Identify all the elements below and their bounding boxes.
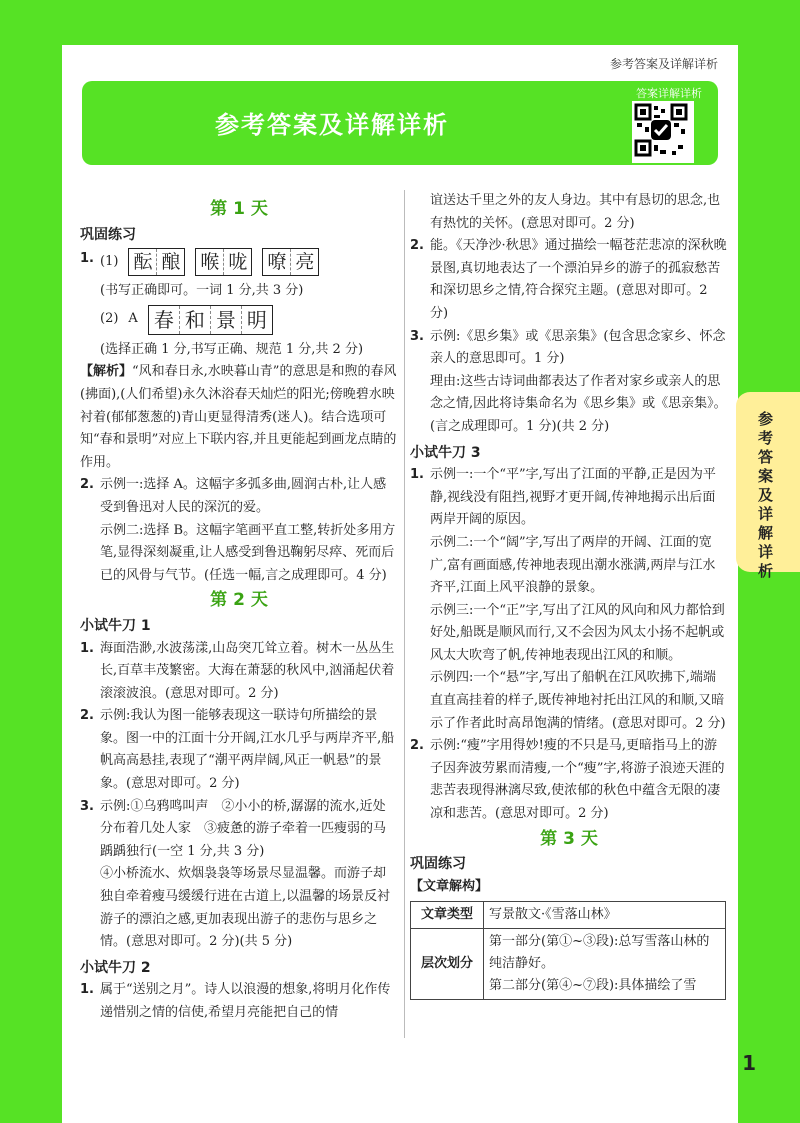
xs1-q3-number: 3. [80, 798, 94, 814]
xs3-q1-number: 1. [410, 467, 424, 483]
section-gonggu-2: 巩固练习 [410, 856, 466, 873]
section-gonggu: 巩固练习 [80, 226, 136, 243]
xs2-q2-number: 2. [410, 238, 424, 254]
analysis-text: “风和春日永,水映暮山青”的意思是和煦的春风(拂面),(人们希望)永久沐浴春天灿烂的阳光;傍晚碧水映衬着(郁郁葱葱的)青山更显得清秀(迷人)。结合选项可知“春和景明”对应上下联内容,并且更能起到画龙点睛的作用。 [80, 364, 397, 470]
xs2-q1-number: 1. [80, 982, 94, 998]
xs2-q3-reason: 理由:这些古诗词曲都表达了作者对家乡或亲人的思念之情,因此将诗集命名为《思乡集》或《思亲集》。(言之成理即可。1 分)(共 2 分) [430, 373, 727, 434]
writing-grid-1 [128, 248, 185, 276]
xs2-q3 [410, 326, 728, 439]
page-number: 1 [742, 1051, 756, 1075]
q1-part1-label: (1) [100, 253, 119, 269]
q1-part2-label: (2) [100, 311, 119, 327]
grid-char: 酿 [161, 251, 181, 274]
structure-table [410, 901, 726, 1000]
left-green-band [0, 0, 62, 1123]
section-xiaoshi-2: 小试牛刀 2 [80, 959, 151, 976]
xs2-q1-text: 属于“送别之月”。诗人以浪漫的想象,将明月化作传递惜别之情的信使,希望月亮能把自己的情 [100, 982, 391, 1020]
table-value-layers [484, 929, 726, 1000]
q1 [80, 248, 398, 361]
xs1-q2 [80, 705, 398, 795]
jiedu-tag: 【文章解构】 [410, 878, 489, 894]
section-xiaoshi-3: 小试牛刀 3 [410, 444, 481, 461]
side-tab [736, 392, 800, 580]
q1-note-1: (书写正确即可。一词 1 分,共 3 分) [100, 283, 304, 299]
writing-grid-3 [262, 248, 319, 276]
xs3-q2-number: 2. [410, 738, 424, 754]
table-row [411, 902, 726, 929]
grid-char: 明 [246, 307, 267, 332]
day-1-heading: 第 1 天 [210, 199, 268, 219]
grid-char: 喉 [196, 249, 224, 275]
writing-grid-2 [195, 248, 252, 276]
grid-char: 酝 [129, 249, 157, 275]
qr-code-icon[interactable] [632, 101, 694, 163]
column-divider [404, 190, 405, 1038]
grid-char: 春 [149, 306, 180, 334]
xs3-q2-text: 示例:“瘦”字用得妙!瘦的不只是马,更暗指马上的游子因奔波劳累而清瘦,一个“瘦”字,将游子浪迹天涯的悲苦表现得淋漓尽致,使浓郁的秋色中蕴含无限的凄凉和悲苦。(意思对即可。2 分) [430, 738, 725, 822]
xs1-q3 [80, 796, 398, 954]
banner-title: 参考答案及详解详析 [215, 111, 449, 139]
xs1-q1 [80, 638, 398, 706]
grid-char: 和 [180, 306, 211, 334]
side-tab-label: 参考答案及详解详析 [758, 410, 774, 580]
xs2-q3-text: 示例:《思乡集》或《思亲集》(包含思念家乡、怀念亲人的意思即可。1 分) [430, 328, 726, 367]
layer-part-2: 第二部分(第④~⑦段):具体描绘了雪 [489, 978, 697, 994]
xs1-q2-text: 示例:我认为图一能够表现这一联诗句所描绘的景象。图一中的江面十分开阔,江水几乎与两岸齐平,船帆高高悬挂,表现了“潮平两岸阔,风正一帆悬”的景象。(意思对即可。2 分) [100, 708, 395, 792]
q2-number: 2. [80, 477, 94, 493]
xs1-q3-text-2: ④小桥流水、炊烟袅袅等场景尽显温馨。而游子却独自牵着瘦马缓缓行进在古道上,以温馨的场景反衬游子的漂泊之感,更加表现出游子的悲伤与思乡之情。(意思对即可。2 分)(共 5 分) [100, 866, 391, 950]
q2-example-2: 示例二:选择 B。这幅字笔画平直工整,转折处多用方笔,显得深刻凝重,让人感受到鲁迅鞠躬尽瘁、死而后已的风骨与气节。(任选一幅,言之成理即可。4 分) [100, 522, 396, 583]
grid-char: 景 [211, 306, 242, 334]
xs3-q1-example-2: 示例二:一个“阔”字,写出了两岸的开阔、江面的宽广,富有画面感,传神地表现出潮水涨满,两岸与江水齐平,江面上风平浪静的景象。 [430, 534, 716, 596]
top-green-band [0, 0, 800, 45]
q1-analysis [80, 361, 398, 474]
grid-char: 嘹 [263, 249, 291, 275]
grid-char: 咙 [228, 251, 248, 274]
xs1-q1-number: 1. [80, 640, 94, 656]
xs3-q1-example-3: 示例三:一个“正”字,写出了江风的风向和风力都恰到好处,船既是顺风而行,又不会因为风太小扬不起帆或风太大吹弯了帆,传神地表现出江风的和顺。 [430, 602, 725, 663]
title-banner [82, 81, 718, 165]
q1-note-2: (选择正确 1 分,书写正确、规范 1 分,共 2 分) [100, 341, 364, 357]
xs2-q2-text: 能。《天净沙·秋思》通过描绘一幅苍茫悲凉的深秋晚景图,真切地表达了一个漂泊异乡的游子的孤寂愁苦和深切思乡之情,符合探究主题。(意思对即可。2 分) [430, 238, 727, 321]
table-header-layers: 层次划分 [411, 929, 484, 1000]
xs2-q3-number: 3. [410, 328, 424, 344]
running-head: 参考答案及详解详析 [609, 57, 718, 71]
writing-grid-4 [148, 305, 273, 335]
q1-part1-row [100, 248, 398, 276]
xs3-q1-example-1: 示例一:一个“平”字,写出了江面的平静,正是因为平静,视线没有阻挡,视野才更开阔,传神地揭示出后面两岸开阔的原因。 [430, 467, 716, 528]
q2 [80, 474, 398, 587]
q1-part2-choice: A [128, 311, 138, 327]
xs1-q3-text: 示例:①乌鸦鸣叫声 ②小小的桥,潺潺的流水,近处分布着几处人家 ③疲惫的游子牵着一匹瘦弱的马踽踽独行(一空 1 分,共 3 分) [100, 798, 387, 859]
xs1-q1-text: 海面浩渺,水波荡漾,山岛突兀耸立着。树木一丛丛生长,百草丰茂繁密。大海在萧瑟的秋风中,汹涌起伏着滚滚波浪。(意思对即可。2 分) [100, 640, 395, 701]
xs3-q1-example-4: 示例四:一个“悬”字,写出了船帆在江风吹拂下,端端直直高挂着的样子,既传神地衬托出江风的和顺,又暗示了作者此时高昂饱满的情绪。(意思对即可。2 分) [430, 670, 726, 731]
xs3-q2 [410, 735, 728, 825]
day-3-heading: 第 3 天 [540, 828, 598, 849]
layer-part-1: 第一部分(第①~③段):总写雪落山林的纯洁静好。 [489, 934, 710, 972]
qr-label: 答案详解详析 [636, 87, 702, 100]
xs2-q1 [80, 979, 398, 1024]
day-2-heading: 第 2 天 [210, 590, 268, 611]
right-column [410, 190, 728, 1000]
xs2-q2 [410, 235, 728, 325]
xs1-q2-number: 2. [80, 708, 94, 724]
table-row [411, 929, 726, 1000]
xs2-q1-continued [410, 190, 728, 235]
table-value-type: 写景散文·《雪落山林》 [484, 902, 726, 929]
xs2-q1-cont-text: 谊送达千里之外的友人身边。其中有恳切的思念,也有热忱的关怀。(意思对即可。2 分) [430, 193, 721, 231]
xs3-q1 [410, 464, 728, 735]
table-header-type: 文章类型 [411, 902, 484, 929]
grid-char: 亮 [295, 251, 315, 274]
q2-example-1: 示例一:选择 A。这幅字多弧多曲,圆润古朴,让人感受到鲁迅对人民的深沉的爱。 [100, 477, 387, 515]
section-xiaoshi-1: 小试牛刀 1 [80, 617, 151, 634]
q1-number: 1. [80, 251, 94, 267]
q1-part2-row [100, 305, 398, 335]
left-column [80, 196, 398, 1025]
analysis-tag: 【解析】 [80, 364, 133, 380]
